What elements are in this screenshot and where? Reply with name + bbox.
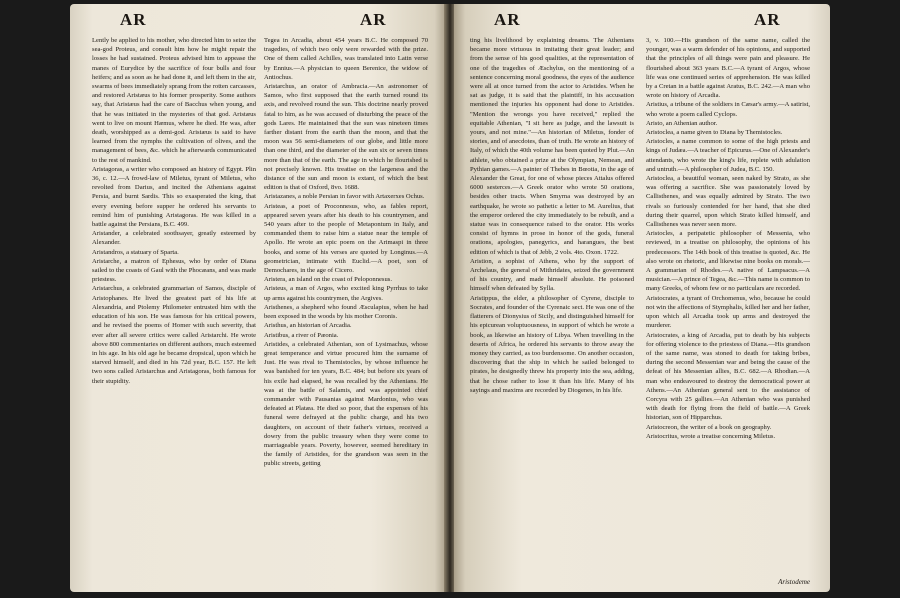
paragraph: Aristeas, a poet of Proconnesus, who, as fables report, appeared seven years after his death to his countrymen, and 540 years after to the people of Metapontum in Italy, and commanded them to raise him a statue near the temple of Apollo. He wrote an epic poem on the Arimaspi in three books, and some of his verses are quoted by Longinus.—A geometrician, intimate with Euclid.—A poet, son of Demochares, in the age of Cicero. bbox=[264, 202, 428, 275]
paragraph: Aristarchus, an orator of Ambracia.—An astronomer of Samos, who first supposed that the earth turned round its axis, and revolved round the sun. This doctrine nearly proved fatal to him, as he was accused of disturbing the peace of the gods Lares. He maintained that the sun was nineteen times farther distant from the earth than the moon, and that the moon was 56 semi-diameters of our globe, and little more than one third, and the diameter of the sun six or seven times more than that of the earth. The age in which he flourished is not precisely known. His treatise on the largeness and the distance of the sun and moon is extant, of which the best edition is that of Oxford, 8vo. 1688. bbox=[264, 83, 428, 192]
paragraph: Aristazanes, a noble Persian in favor with Artaxerxes Ochus. bbox=[264, 193, 425, 201]
paragraph: Aristocles, a peripatetic philosopher of Messenia, who reviewed, in a treatise on philosophy, the opinions of his predecessors. The 14th book of this treatise is quoted, &c. He also wrote on rhetoric, and likewise nine books on morals.—A grammarian of Rhodes.—A native of Lampsacus.—A musician.—A prince of Tegea, &c.—This name is common to many Greeks, of whom few or no particulars are recorded. bbox=[646, 230, 810, 293]
paragraph: Aristarchus, a celebrated grammarian of Samos, disciple of Aristophanes. He lived the greatest part of his life at Alexandria, and Ptolemy Philometer entrusted him with the education of his son. He was famous for his critical powers, and he revised the poems of Homer with such severity, that ever after all severe critics were called Aristarchi. He wrote above 800 commentaries on different authors, much esteemed in his age. In his old age he became dropsical, upon which he starved himself, and died in his 72d year, B.C. 157. He left two sons called Aristarchus and Aristagoras, both famous for their stupidity. bbox=[92, 285, 256, 385]
paragraph: Aristera, an island on the coast of Peloponnesus. bbox=[264, 276, 393, 284]
catchword: Aristodeme bbox=[778, 578, 810, 586]
paragraph: Aristocritus, wrote a treatise concerning Miletus. bbox=[646, 432, 776, 440]
paragraph: Aristandros, a statuary of Sparta. bbox=[92, 248, 179, 256]
paragraph: Aristo, an Athenian author. bbox=[646, 119, 718, 127]
right-page-column-2 bbox=[646, 36, 810, 586]
open-book bbox=[70, 4, 830, 592]
paragraph: ting his livelihood by explaining dreams. The Athenians became more virtuous in imitating their great leader; and from the sense of his good qualities, at the representation of one of the tragedies of Æschylus, on the mentioning of a sentence concerning moral goodness, the eyes of the audience were all at once turned from the actor to Aristides. When he sat as judge, it is said that the plaintiff, in his accusation mentioned the injuries his opponent had done to Aristides. "Mention the wrongs you have received," replied the equitable Athenian, "I sit here as judge, and the lawsuit is yours, and not mine."—An historian of Miletus, fonder of stories, and of anecdotes, than of truth. He wrote an history of Italy, of which the 40th volume has been quoted by Plut.—An athlete, who obtained a prize at the Olympian, Nemean, and Pythian games.—A painter of Thebes in Bœotia, in the age of Alexander the Great, for one of whose pieces Attalus offered 6000 sesterces.—A Greek orator who wrote 50 orations, besides other tracts. When Smyrna was destroyed by an earthquake, he wrote so pathetic a letter to M. Aurelius, that the emperor ordered the city immediately to be rebuilt, and a statue was in consequence raised to the orator. His works consist of hymns in prose in honor of the gods, funeral orations, apologies, panegyrics, and harangues, the best edition of which is that of Jebb, 2 vols. 4to. Oxon. 1722. bbox=[470, 37, 634, 256]
paragraph: Aristippus, the elder, a philosopher of Cyrene, disciple to Socrates, and founder of the Cyrenaic sect. He was one of the flatterers of Dionysius of Sicily, and distinguished himself for his epicurean voluptuousness, in support of which he wrote a book, as likewise an history of Libya. When travelling in the deserts of Africa, he ordered his servants to throw away the money they carried, as too burdensome. On another occasion, discovering that the ship in which he sailed belonged to pirates, he designedly threw his property into the sea, adding, that he chose rather to lose it than his life. Many of his sayings and maxims are recorded by Diogenes, in his life. bbox=[470, 294, 634, 394]
paragraph: Aristibus, a river of Pæonia. bbox=[264, 331, 339, 339]
paragraph: 3, v. 100.—His grandson of the same name, called the younger, was a warm defender of his opinions, and supported that the principles of all things were pain and pleasure. He flourished about 363 years B.C.—A tyrant of Argos, whose life was one continued series of apprehension. He was killed by a Cretan in a battle against Aratus, B.C. 242.—A man who wrote on history of Arcadia. bbox=[646, 37, 810, 100]
left-page-header-left: AR bbox=[120, 10, 147, 29]
left-page bbox=[70, 4, 446, 592]
paragraph: Aristeus, a man of Argos, who excited king Pyrrhus to take up arms against his countrymen, the Argives. bbox=[264, 285, 428, 302]
paragraph: Aristocles, a name common to some of the high priests and kings of Judæa.—A teacher of Epicurus.—One of Alexander's attendants, who wrote the king's life, replete with adulation and untruth.—A philosopher of Judea, B.C. 150. bbox=[646, 138, 810, 173]
paragraph: Aristius, a tribune of the soldiers in Cæsar's army.—A satirist, who wrote a poem called Cyclops. bbox=[646, 101, 810, 118]
paragraph: Aristion, a sophist of Athens, who by the support of Archelaus, the general of Mithridates, seized the government of his country, and made himself absolute. He poisoned himself when defeated by Sylla. bbox=[470, 257, 634, 293]
paragraph: Aristides, a celebrated Athenian, son of Lysimachus, whose great temperance and virtue procured him the surname of Just. He was rival to Themistocles, by whose influence he was banished for ten years, B.C. 484; but before six years of his exile had elapsed, he was recalled by the Athenians. He was at the battle of Salamis, and was appointed chief commander with Pausanias against Mardonius, who was defeated at Platæa. He died so poor, that the expenses of his funeral were defrayed at the public charge, and his two daughters, on account of their father's virtues, received a dowry from the public treasury when they were come to marriageable years. Poverty, however, seemed hereditary in the family of Aristides, for the grandson was seen in the public streets, getting bbox=[264, 340, 428, 468]
paragraph: Aristoclea, a beautiful woman, seen naked by Strato, as she was offering a sacrifice. She was passionately loved by Callisthenes, and was equally admired by Strato. The two rivals so furiously contended for her hand, that she died during their quarrel, upon which Strato killed himself, and Callisthenes was never seen more. bbox=[646, 175, 810, 229]
right-page bbox=[454, 4, 830, 592]
paragraph: Tegea in Arcadia, about 454 years B.C. He composed 70 tragedies, of which two only were rewarded with the prize. One of them called Achilles, was translated into Latin verse by Ennius.—A physician to queen Berenice, the widow of Antiochus. bbox=[264, 37, 428, 81]
right-page-header-left: AR bbox=[494, 10, 521, 29]
paragraph: Aristander, a celebrated soothsayer, greatly esteemed by Alexander. bbox=[92, 230, 256, 247]
paragraph: Aristarche, a matron of Ephesus, who by order of Diana sailed to the coasts of Gaul with the Phocæans, and was made priestess. bbox=[92, 257, 256, 284]
right-page-column-1 bbox=[470, 36, 634, 586]
paragraph: Aristhus, an historian of Arcadia. bbox=[264, 322, 352, 330]
left-page-column-1 bbox=[92, 36, 256, 586]
paragraph: Aristoclea, a name given to Diana by Themistocles. bbox=[646, 129, 783, 137]
paragraph: Lently be applied to his mother, who directed him to seize the sea-god Proteus, and consult him how he might repair the losses he had sustained. Proteus advised him to appease the manes of Eurydice by the sacrifice of four bulls and four heifers; and as soon as he had done it, and left them in the air, swarms of bees immediately sprang from the rotten carcasses, and restored Aristæus to his former prosperity. Some authors say, that Aristæus had the care of Bacchus when young, and that he was initiated in the mysteries of that god. Aristæus went to live on mount Hæmus, where he died. He was, after death, worshipped as a demi-god. Aristæus is said to have learned from the nymphs the cultivation of olives, and the management of bees, &c. which he afterwards communicated to the rest of mankind. bbox=[92, 37, 256, 164]
paragraph: Aristocrates, a king of Arcadia, put to death by his subjects for offering violence to the priestess of Diana.—His grandson of the same name, was stoned to death for taking bribes, during the second Messenian war and being the cause of the defeat of his Messenian allies, B.C. 682.—A Rhodian.—A man who endeavoured to destroy the democratical power at Athens.—An Athenian general sent to the assistance of Corcyra with 25 gallies.—An Athenian who was punished with death for flying from the field of battle.—A Greek historian, son of Hipparchus. bbox=[646, 331, 810, 422]
paragraph: Aristocreon, the writer of a book on geography. bbox=[646, 423, 772, 431]
left-page-column-2 bbox=[264, 36, 428, 586]
left-page-header-right: AR bbox=[360, 10, 387, 29]
right-page-header-right: AR bbox=[754, 10, 781, 29]
paragraph: Aristhenes, a shepherd who found Æsculapius, when he had been exposed in the woods by his mother Coronis. bbox=[264, 303, 428, 321]
paragraph: Aristagoras, a writer who composed an history of Egypt. Plin 36, c. 12.—A frowd-law of Miletus, tyrant of Miletus, who revolted from Darius, and incited the Athenians against Persia, and burnt Sardis. This so exasperated the king, that every evening before supper he ordered his servants to remind him of punishing Aristagoras. He was killed in a battle against the Persians, B.C. 499. bbox=[92, 165, 256, 229]
paragraph: Aristocrates, a tyrant of Orchomenus, who, because he could not win the affections of Stymphalis, killed her and her father, upon which all Arcadia took up arms and destroyed the murderer. bbox=[646, 294, 810, 330]
